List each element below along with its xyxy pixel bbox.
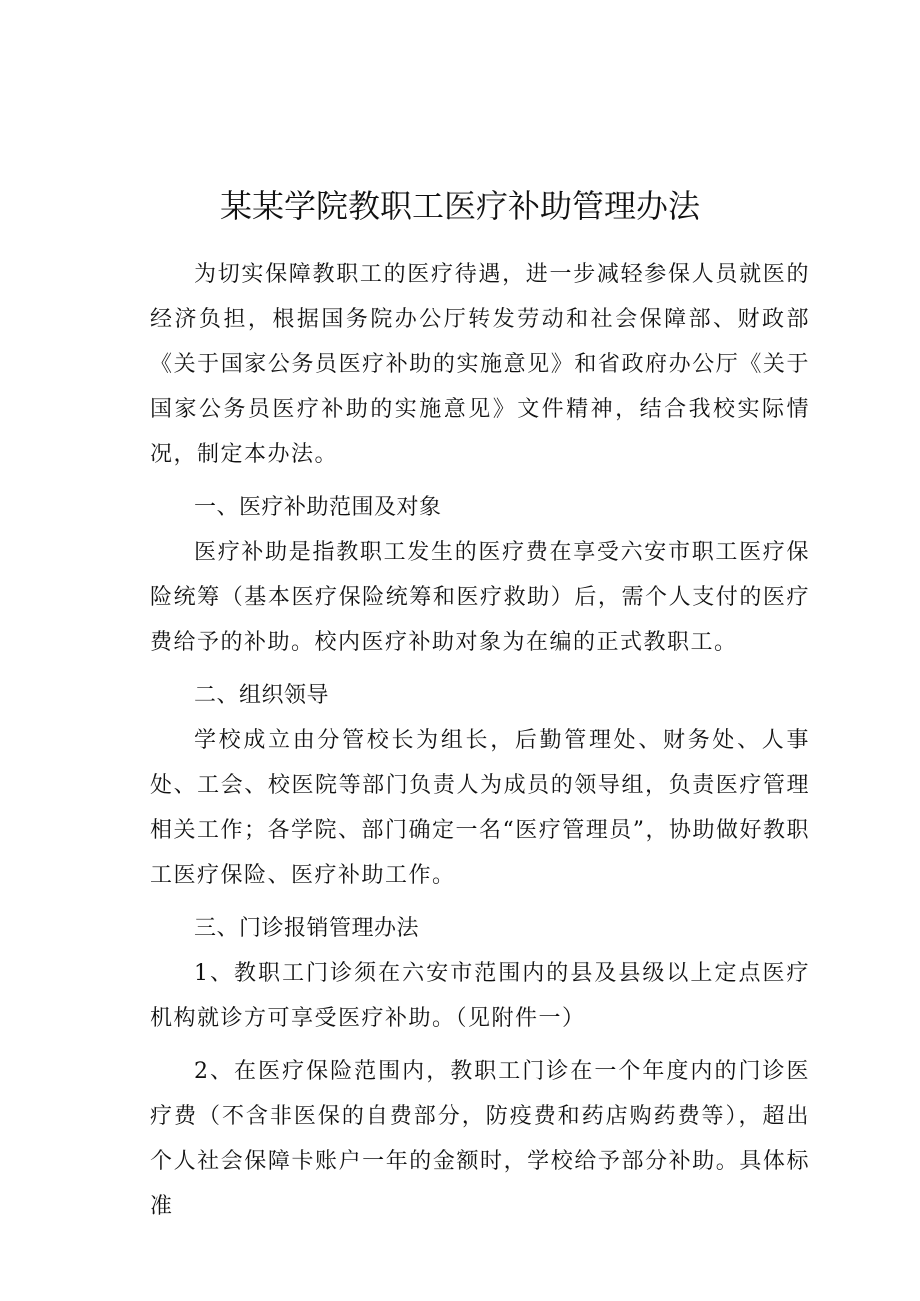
section-heading-outpatient: 三、门诊报销管理办法 (194, 916, 420, 941)
section-heading-scope: 一、医疗补助范围及对象 (194, 495, 442, 520)
document-body (150, 252, 810, 1229)
section-paragraph-scope: 医疗补助是指教职工发生的医疗费在享受六安市职工医疗保险统筹（基本医疗保险统筹和医疗救助）后，需个人支付的医疗费给予的补助。校内医疗补助对象为在编的正式教职工。 (150, 540, 810, 655)
document-title: 某某学院教职工医疗补助管理办法 (219, 187, 700, 226)
section-paragraph-outpatient-1: 1、教职工门诊须在六安市范围内的县及县级以上定点医疗机构就诊方可享受医疗补助。（见附件一） (150, 961, 810, 1031)
section-heading-organization: 二、组织领导 (194, 683, 330, 708)
section-paragraph-outpatient-2: 2、在医疗保险范围内，教职工门诊在一个年度内的门诊医疗费（不含非医保的自费部分，防疫费和药店购药费等），超出个人社会保障卡账户一年的金额时，学校给予部分补助。具体标准 (150, 1059, 810, 1219)
intro-paragraph: 为切实保障教职工的医疗待遇，进一步减轻参保人员就医的经济负担，根据国务院办公厅转发劳动和社会保障部、财政部《关于国家公务员医疗补助的实施意见》和省政府办公厅《关于国家公务员医疗补助的实施意见》文件精神，结合我校实际情况，制定本办法。 (150, 262, 810, 467)
section-paragraph-organization: 学校成立由分管校长为组长，后勤管理处、财务处、人事处、工会、校医院等部门负责人为成员的领导组，负责医疗管理相关工作；各学院、部门确定一名“医疗管理员”，协助做好教职工医疗保险、医疗补助工作。 (150, 728, 810, 888)
